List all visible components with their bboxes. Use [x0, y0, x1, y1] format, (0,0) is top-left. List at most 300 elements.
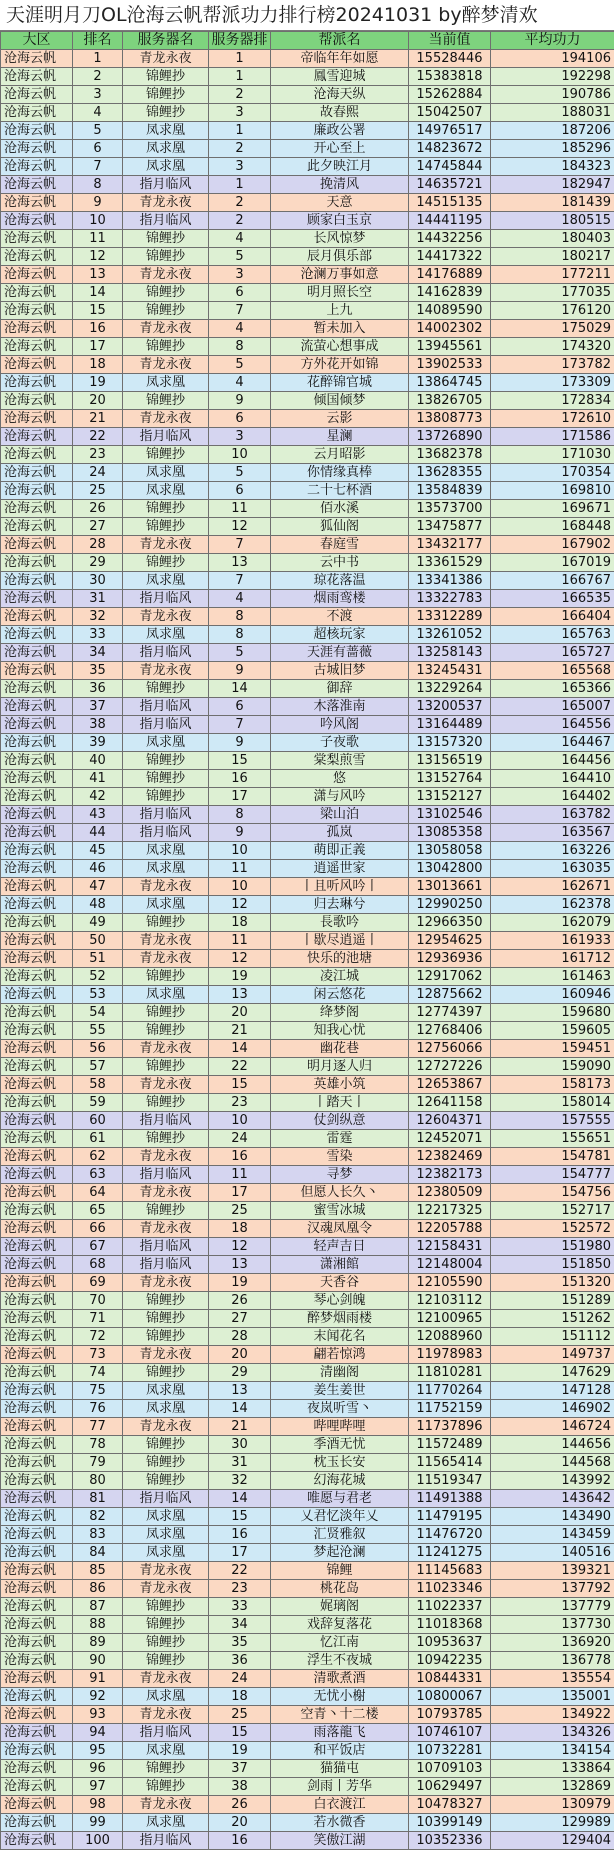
cell-average: 143490 — [491, 1508, 614, 1526]
cell-average: 171030 — [491, 446, 614, 464]
cell-rank: 55 — [73, 1022, 123, 1040]
table-row — [1, 338, 614, 356]
cell-guild: 汇贤雅叙 — [271, 1526, 409, 1544]
cell-average: 151850 — [491, 1256, 614, 1274]
cell-region: 沧海云帆 — [1, 302, 73, 320]
cell-server-rank: 4 — [209, 374, 271, 392]
table-row — [1, 1616, 614, 1634]
cell-server-rank: 17 — [209, 1544, 271, 1562]
table-row — [1, 320, 614, 338]
cell-server: 锦鲤抄 — [123, 338, 209, 356]
cell-average: 166535 — [491, 590, 614, 608]
cell-current: 14002302 — [409, 320, 491, 338]
cell-guild: 仗剑纵意 — [271, 1112, 409, 1130]
table-row — [1, 1292, 614, 1310]
cell-average: 129989 — [491, 1814, 614, 1832]
cell-server: 青龙永夜 — [123, 1562, 209, 1580]
table-row — [1, 770, 614, 788]
cell-server-rank: 15 — [209, 1076, 271, 1094]
header-row — [1, 32, 614, 50]
cell-rank: 94 — [73, 1724, 123, 1742]
cell-region: 沧海云帆 — [1, 1724, 73, 1742]
cell-server: 锦鲤抄 — [123, 1202, 209, 1220]
table-row — [1, 1832, 614, 1850]
table-row — [1, 950, 614, 968]
cell-region: 沧海云帆 — [1, 950, 73, 968]
cell-region: 沧海云帆 — [1, 1616, 73, 1634]
cell-guild: 廉政公署 — [271, 122, 409, 140]
table-row — [1, 1004, 614, 1022]
cell-current: 13682378 — [409, 446, 491, 464]
cell-region: 沧海云帆 — [1, 392, 73, 410]
cell-rank: 50 — [73, 932, 123, 950]
table-row — [1, 1166, 614, 1184]
cell-current: 12217325 — [409, 1202, 491, 1220]
cell-average: 184323 — [491, 158, 614, 176]
table-row — [1, 500, 614, 518]
cell-guild: 超核玩家 — [271, 626, 409, 644]
cell-average: 175029 — [491, 320, 614, 338]
cell-rank: 10 — [73, 212, 123, 230]
table-row — [1, 932, 614, 950]
cell-server: 锦鲤抄 — [123, 1004, 209, 1022]
cell-server: 指月临风 — [123, 716, 209, 734]
cell-current: 14089590 — [409, 302, 491, 320]
cell-average: 158173 — [491, 1076, 614, 1094]
table-row — [1, 1310, 614, 1328]
table-row — [1, 1814, 614, 1832]
cell-guild: 凌江城 — [271, 968, 409, 986]
cell-server-rank: 7 — [209, 572, 271, 590]
cell-rank: 78 — [73, 1436, 123, 1454]
cell-guild: 琼花落温 — [271, 572, 409, 590]
cell-current: 15383818 — [409, 68, 491, 86]
cell-rank: 38 — [73, 716, 123, 734]
cell-average: 140516 — [491, 1544, 614, 1562]
table-row — [1, 968, 614, 986]
cell-server: 青龙永夜 — [123, 662, 209, 680]
cell-server-rank: 32 — [209, 1472, 271, 1490]
cell-server-rank: 1 — [209, 122, 271, 140]
cell-region: 沧海云帆 — [1, 554, 73, 572]
cell-server: 指月临风 — [123, 824, 209, 842]
cell-server-rank: 24 — [209, 1130, 271, 1148]
cell-rank: 5 — [73, 122, 123, 140]
cell-region: 沧海云帆 — [1, 320, 73, 338]
cell-region: 沧海云帆 — [1, 140, 73, 158]
cell-rank: 9 — [73, 194, 123, 212]
cell-rank: 17 — [73, 338, 123, 356]
cell-server: 锦鲤抄 — [123, 788, 209, 806]
cell-server: 青龙永夜 — [123, 1148, 209, 1166]
cell-rank: 79 — [73, 1454, 123, 1472]
cell-rank: 81 — [73, 1490, 123, 1508]
table-row — [1, 1076, 614, 1094]
cell-region: 沧海云帆 — [1, 1292, 73, 1310]
cell-guild: 无忧小榭 — [271, 1688, 409, 1706]
cell-server: 锦鲤抄 — [123, 1472, 209, 1490]
table-row — [1, 1058, 614, 1076]
cell-server: 指月临风 — [123, 644, 209, 662]
cell-rank: 100 — [73, 1832, 123, 1850]
cell-rank: 4 — [73, 104, 123, 122]
cell-server: 青龙永夜 — [123, 950, 209, 968]
cell-region: 沧海云帆 — [1, 896, 73, 914]
cell-average: 159451 — [491, 1040, 614, 1058]
cell-average: 180217 — [491, 248, 614, 266]
cell-server-rank: 29 — [209, 1364, 271, 1382]
cell-server: 凤求凰 — [123, 122, 209, 140]
cell-current: 15528446 — [409, 50, 491, 68]
cell-region: 沧海云帆 — [1, 572, 73, 590]
cell-current: 12205788 — [409, 1220, 491, 1238]
table-row — [1, 734, 614, 752]
column-header-current: 当前值 — [409, 32, 491, 50]
cell-region: 沧海云帆 — [1, 1634, 73, 1652]
cell-current: 13628355 — [409, 464, 491, 482]
cell-server-rank: 2 — [209, 194, 271, 212]
cell-server-rank: 19 — [209, 968, 271, 986]
cell-server-rank: 15 — [209, 1724, 271, 1742]
table-row — [1, 914, 614, 932]
column-header-average: 平均功力 — [491, 32, 614, 50]
cell-server-rank: 2 — [209, 140, 271, 158]
cell-rank: 54 — [73, 1004, 123, 1022]
cell-server-rank: 9 — [209, 734, 271, 752]
cell-region: 沧海云帆 — [1, 1202, 73, 1220]
cell-average: 169810 — [491, 482, 614, 500]
cell-server-rank: 26 — [209, 1292, 271, 1310]
cell-region: 沧海云帆 — [1, 608, 73, 626]
cell-rank: 30 — [73, 572, 123, 590]
cell-average: 161463 — [491, 968, 614, 986]
cell-server-rank: 23 — [209, 1580, 271, 1598]
cell-guild: 长风惊梦 — [271, 230, 409, 248]
cell-server: 锦鲤抄 — [123, 1130, 209, 1148]
cell-rank: 28 — [73, 536, 123, 554]
cell-guild: 星澜 — [271, 428, 409, 446]
cell-current: 10709103 — [409, 1760, 491, 1778]
cell-current: 10352336 — [409, 1832, 491, 1850]
cell-guild: 古城旧梦 — [271, 662, 409, 680]
cell-current: 10732281 — [409, 1742, 491, 1760]
cell-average: 180515 — [491, 212, 614, 230]
cell-guild: 娓璃阁 — [271, 1598, 409, 1616]
cell-server-rank: 18 — [209, 1220, 271, 1238]
cell-guild: 乂君忆淡年乂 — [271, 1508, 409, 1526]
cell-server-rank: 16 — [209, 1148, 271, 1166]
table-body — [1, 50, 614, 1850]
cell-server-rank: 6 — [209, 482, 271, 500]
cell-server: 凤求凰 — [123, 1544, 209, 1562]
cell-rank: 99 — [73, 1814, 123, 1832]
table-row — [1, 1652, 614, 1670]
cell-server-rank: 3 — [209, 428, 271, 446]
cell-server: 凤求凰 — [123, 1688, 209, 1706]
cell-server-rank: 6 — [209, 698, 271, 716]
cell-server: 青龙永夜 — [123, 536, 209, 554]
cell-current: 13085358 — [409, 824, 491, 842]
cell-average: 155651 — [491, 1130, 614, 1148]
cell-guild: 上九 — [271, 302, 409, 320]
cell-current: 13432177 — [409, 536, 491, 554]
cell-current: 13808773 — [409, 410, 491, 428]
cell-rank: 1 — [73, 50, 123, 68]
cell-server: 青龙永夜 — [123, 194, 209, 212]
cell-current: 11241275 — [409, 1544, 491, 1562]
cell-region: 沧海云帆 — [1, 1742, 73, 1760]
cell-server-rank: 17 — [209, 788, 271, 806]
cell-server: 锦鲤抄 — [123, 1094, 209, 1112]
cell-current: 13945561 — [409, 338, 491, 356]
cell-server: 锦鲤抄 — [123, 914, 209, 932]
cell-guild: 锦鲤 — [271, 1562, 409, 1580]
cell-rank: 57 — [73, 1058, 123, 1076]
cell-current: 12774397 — [409, 1004, 491, 1022]
cell-guild: 你情缘真棒 — [271, 464, 409, 482]
cell-current: 14823672 — [409, 140, 491, 158]
table-row — [1, 1634, 614, 1652]
cell-guild: 雷霆 — [271, 1130, 409, 1148]
cell-server: 凤求凰 — [123, 986, 209, 1004]
cell-guild: 逍遥世家 — [271, 860, 409, 878]
table-row — [1, 662, 614, 680]
cell-server: 锦鲤抄 — [123, 1292, 209, 1310]
cell-server: 凤求凰 — [123, 734, 209, 752]
cell-rank: 44 — [73, 824, 123, 842]
cell-average: 134154 — [491, 1742, 614, 1760]
cell-current: 14417322 — [409, 248, 491, 266]
cell-region: 沧海云帆 — [1, 716, 73, 734]
cell-rank: 63 — [73, 1166, 123, 1184]
cell-region: 沧海云帆 — [1, 878, 73, 896]
cell-current: 11572489 — [409, 1436, 491, 1454]
table-row — [1, 1796, 614, 1814]
cell-server: 锦鲤抄 — [123, 968, 209, 986]
cell-guild: 流萤心想事成 — [271, 338, 409, 356]
cell-server: 青龙永夜 — [123, 932, 209, 950]
cell-server: 锦鲤抄 — [123, 248, 209, 266]
cell-average: 190786 — [491, 86, 614, 104]
cell-current: 14745844 — [409, 158, 491, 176]
cell-rank: 62 — [73, 1148, 123, 1166]
cell-guild: 天香谷 — [271, 1274, 409, 1292]
cell-average: 149737 — [491, 1346, 614, 1364]
cell-server: 锦鲤抄 — [123, 446, 209, 464]
cell-current: 12653867 — [409, 1076, 491, 1094]
cell-current: 12105590 — [409, 1274, 491, 1292]
cell-server: 锦鲤抄 — [123, 680, 209, 698]
cell-guild: 寻梦 — [271, 1166, 409, 1184]
cell-current: 10478327 — [409, 1796, 491, 1814]
cell-rank: 82 — [73, 1508, 123, 1526]
table-row — [1, 1580, 614, 1598]
cell-average: 154777 — [491, 1166, 614, 1184]
cell-rank: 51 — [73, 950, 123, 968]
cell-region: 沧海云帆 — [1, 266, 73, 284]
cell-average: 169671 — [491, 500, 614, 518]
table-row — [1, 392, 614, 410]
table-row — [1, 1184, 614, 1202]
cell-rank: 90 — [73, 1652, 123, 1670]
cell-server: 指月临风 — [123, 698, 209, 716]
cell-region: 沧海云帆 — [1, 932, 73, 950]
cell-guild: 雪染 — [271, 1148, 409, 1166]
cell-average: 137730 — [491, 1616, 614, 1634]
cell-rank: 42 — [73, 788, 123, 806]
cell-server: 指月临风 — [123, 428, 209, 446]
cell-current: 13864745 — [409, 374, 491, 392]
cell-server-rank: 22 — [209, 1562, 271, 1580]
table-row — [1, 1238, 614, 1256]
column-header-server: 服务器名 — [123, 32, 209, 50]
table-row — [1, 590, 614, 608]
cell-server-rank: 15 — [209, 1508, 271, 1526]
cell-region: 沧海云帆 — [1, 1364, 73, 1382]
cell-rank: 32 — [73, 608, 123, 626]
cell-rank: 8 — [73, 176, 123, 194]
cell-region: 沧海云帆 — [1, 104, 73, 122]
cell-region: 沧海云帆 — [1, 1220, 73, 1238]
cell-server-rank: 12 — [209, 1238, 271, 1256]
cell-average: 164467 — [491, 734, 614, 752]
cell-guild: 鳳雪迎城 — [271, 68, 409, 86]
cell-current: 12088960 — [409, 1328, 491, 1346]
cell-guild: 丨且听风吟丨 — [271, 878, 409, 896]
cell-guild: 沧海天纵 — [271, 86, 409, 104]
cell-rank: 7 — [73, 158, 123, 176]
cell-region: 沧海云帆 — [1, 86, 73, 104]
cell-server: 锦鲤抄 — [123, 284, 209, 302]
cell-server: 青龙永夜 — [123, 356, 209, 374]
cell-guild: 快乐的池塘 — [271, 950, 409, 968]
cell-server-rank: 12 — [209, 518, 271, 536]
cell-current: 15042507 — [409, 104, 491, 122]
cell-server: 锦鲤抄 — [123, 1022, 209, 1040]
cell-server: 凤求凰 — [123, 572, 209, 590]
cell-region: 沧海云帆 — [1, 1274, 73, 1292]
cell-region: 沧海云帆 — [1, 1076, 73, 1094]
table-row — [1, 842, 614, 860]
cell-server-rank: 4 — [209, 230, 271, 248]
cell-guild: 幽花巷 — [271, 1040, 409, 1058]
cell-average: 165366 — [491, 680, 614, 698]
cell-server: 青龙永夜 — [123, 1670, 209, 1688]
cell-rank: 72 — [73, 1328, 123, 1346]
cell-server: 锦鲤抄 — [123, 230, 209, 248]
cell-current: 11565414 — [409, 1454, 491, 1472]
table-row — [1, 1418, 614, 1436]
cell-average: 166404 — [491, 608, 614, 626]
cell-current: 13200537 — [409, 698, 491, 716]
cell-server-rank: 13 — [209, 554, 271, 572]
cell-server: 锦鲤抄 — [123, 1328, 209, 1346]
cell-region: 沧海云帆 — [1, 1094, 73, 1112]
cell-server: 指月临风 — [123, 1256, 209, 1274]
table-row — [1, 536, 614, 554]
cell-guild: 猫猫屯 — [271, 1760, 409, 1778]
cell-current: 13258143 — [409, 644, 491, 662]
cell-region: 沧海云帆 — [1, 428, 73, 446]
cell-average: 172834 — [491, 392, 614, 410]
cell-current: 13013661 — [409, 878, 491, 896]
cell-server-rank: 12 — [209, 950, 271, 968]
cell-guild: 木落淮南 — [271, 698, 409, 716]
cell-guild: 汉魂凤凰令 — [271, 1220, 409, 1238]
cell-region: 沧海云帆 — [1, 1472, 73, 1490]
cell-region: 沧海云帆 — [1, 1454, 73, 1472]
table-row — [1, 428, 614, 446]
cell-rank: 66 — [73, 1220, 123, 1238]
cell-average: 136778 — [491, 1652, 614, 1670]
cell-current: 11022337 — [409, 1598, 491, 1616]
cell-server-rank: 33 — [209, 1598, 271, 1616]
cell-current: 13322783 — [409, 590, 491, 608]
cell-server: 锦鲤抄 — [123, 302, 209, 320]
cell-rank: 71 — [73, 1310, 123, 1328]
cell-average: 146724 — [491, 1418, 614, 1436]
cell-current: 12966350 — [409, 914, 491, 932]
cell-average: 165568 — [491, 662, 614, 680]
cell-current: 12382173 — [409, 1166, 491, 1184]
cell-region: 沧海云帆 — [1, 1130, 73, 1148]
cell-current: 13042800 — [409, 860, 491, 878]
cell-server: 指月临风 — [123, 1832, 209, 1850]
cell-rank: 53 — [73, 986, 123, 1004]
cell-current: 11145683 — [409, 1562, 491, 1580]
cell-average: 144568 — [491, 1454, 614, 1472]
cell-current: 11519347 — [409, 1472, 491, 1490]
cell-server-rank: 13 — [209, 1382, 271, 1400]
cell-server-rank: 4 — [209, 590, 271, 608]
cell-server: 凤求凰 — [123, 158, 209, 176]
cell-current: 11810281 — [409, 1364, 491, 1382]
cell-region: 沧海云帆 — [1, 1652, 73, 1670]
cell-guild: 唯愿与君老 — [271, 1490, 409, 1508]
cell-average: 171586 — [491, 428, 614, 446]
cell-guild: 但愿人长久丶 — [271, 1184, 409, 1202]
cell-guild: 姜生姜世 — [271, 1382, 409, 1400]
cell-average: 177211 — [491, 266, 614, 284]
cell-region: 沧海云帆 — [1, 68, 73, 86]
table-row — [1, 68, 614, 86]
cell-server: 青龙永夜 — [123, 1580, 209, 1598]
cell-average: 143992 — [491, 1472, 614, 1490]
cell-server-rank: 31 — [209, 1454, 271, 1472]
cell-average: 146902 — [491, 1400, 614, 1418]
cell-server-rank: 7 — [209, 716, 271, 734]
cell-server-rank: 1 — [209, 50, 271, 68]
cell-average: 174320 — [491, 338, 614, 356]
cell-region: 沧海云帆 — [1, 806, 73, 824]
cell-guild: 空青丶十二楼 — [271, 1706, 409, 1724]
table-row — [1, 1508, 614, 1526]
cell-server-rank: 9 — [209, 824, 271, 842]
table-row — [1, 1670, 614, 1688]
cell-guild: 绛梦阁 — [271, 1004, 409, 1022]
cell-guild: 此夕映江月 — [271, 158, 409, 176]
cell-server-rank: 35 — [209, 1634, 271, 1652]
cell-server: 凤求凰 — [123, 1400, 209, 1418]
cell-rank: 60 — [73, 1112, 123, 1130]
cell-server-rank: 5 — [209, 248, 271, 266]
cell-guild: 梦起沧澜 — [271, 1544, 409, 1562]
cell-average: 163782 — [491, 806, 614, 824]
cell-region: 沧海云帆 — [1, 788, 73, 806]
cell-guild: 挽清风 — [271, 176, 409, 194]
cell-guild: 長歌吟 — [271, 914, 409, 932]
cell-current: 11476720 — [409, 1526, 491, 1544]
